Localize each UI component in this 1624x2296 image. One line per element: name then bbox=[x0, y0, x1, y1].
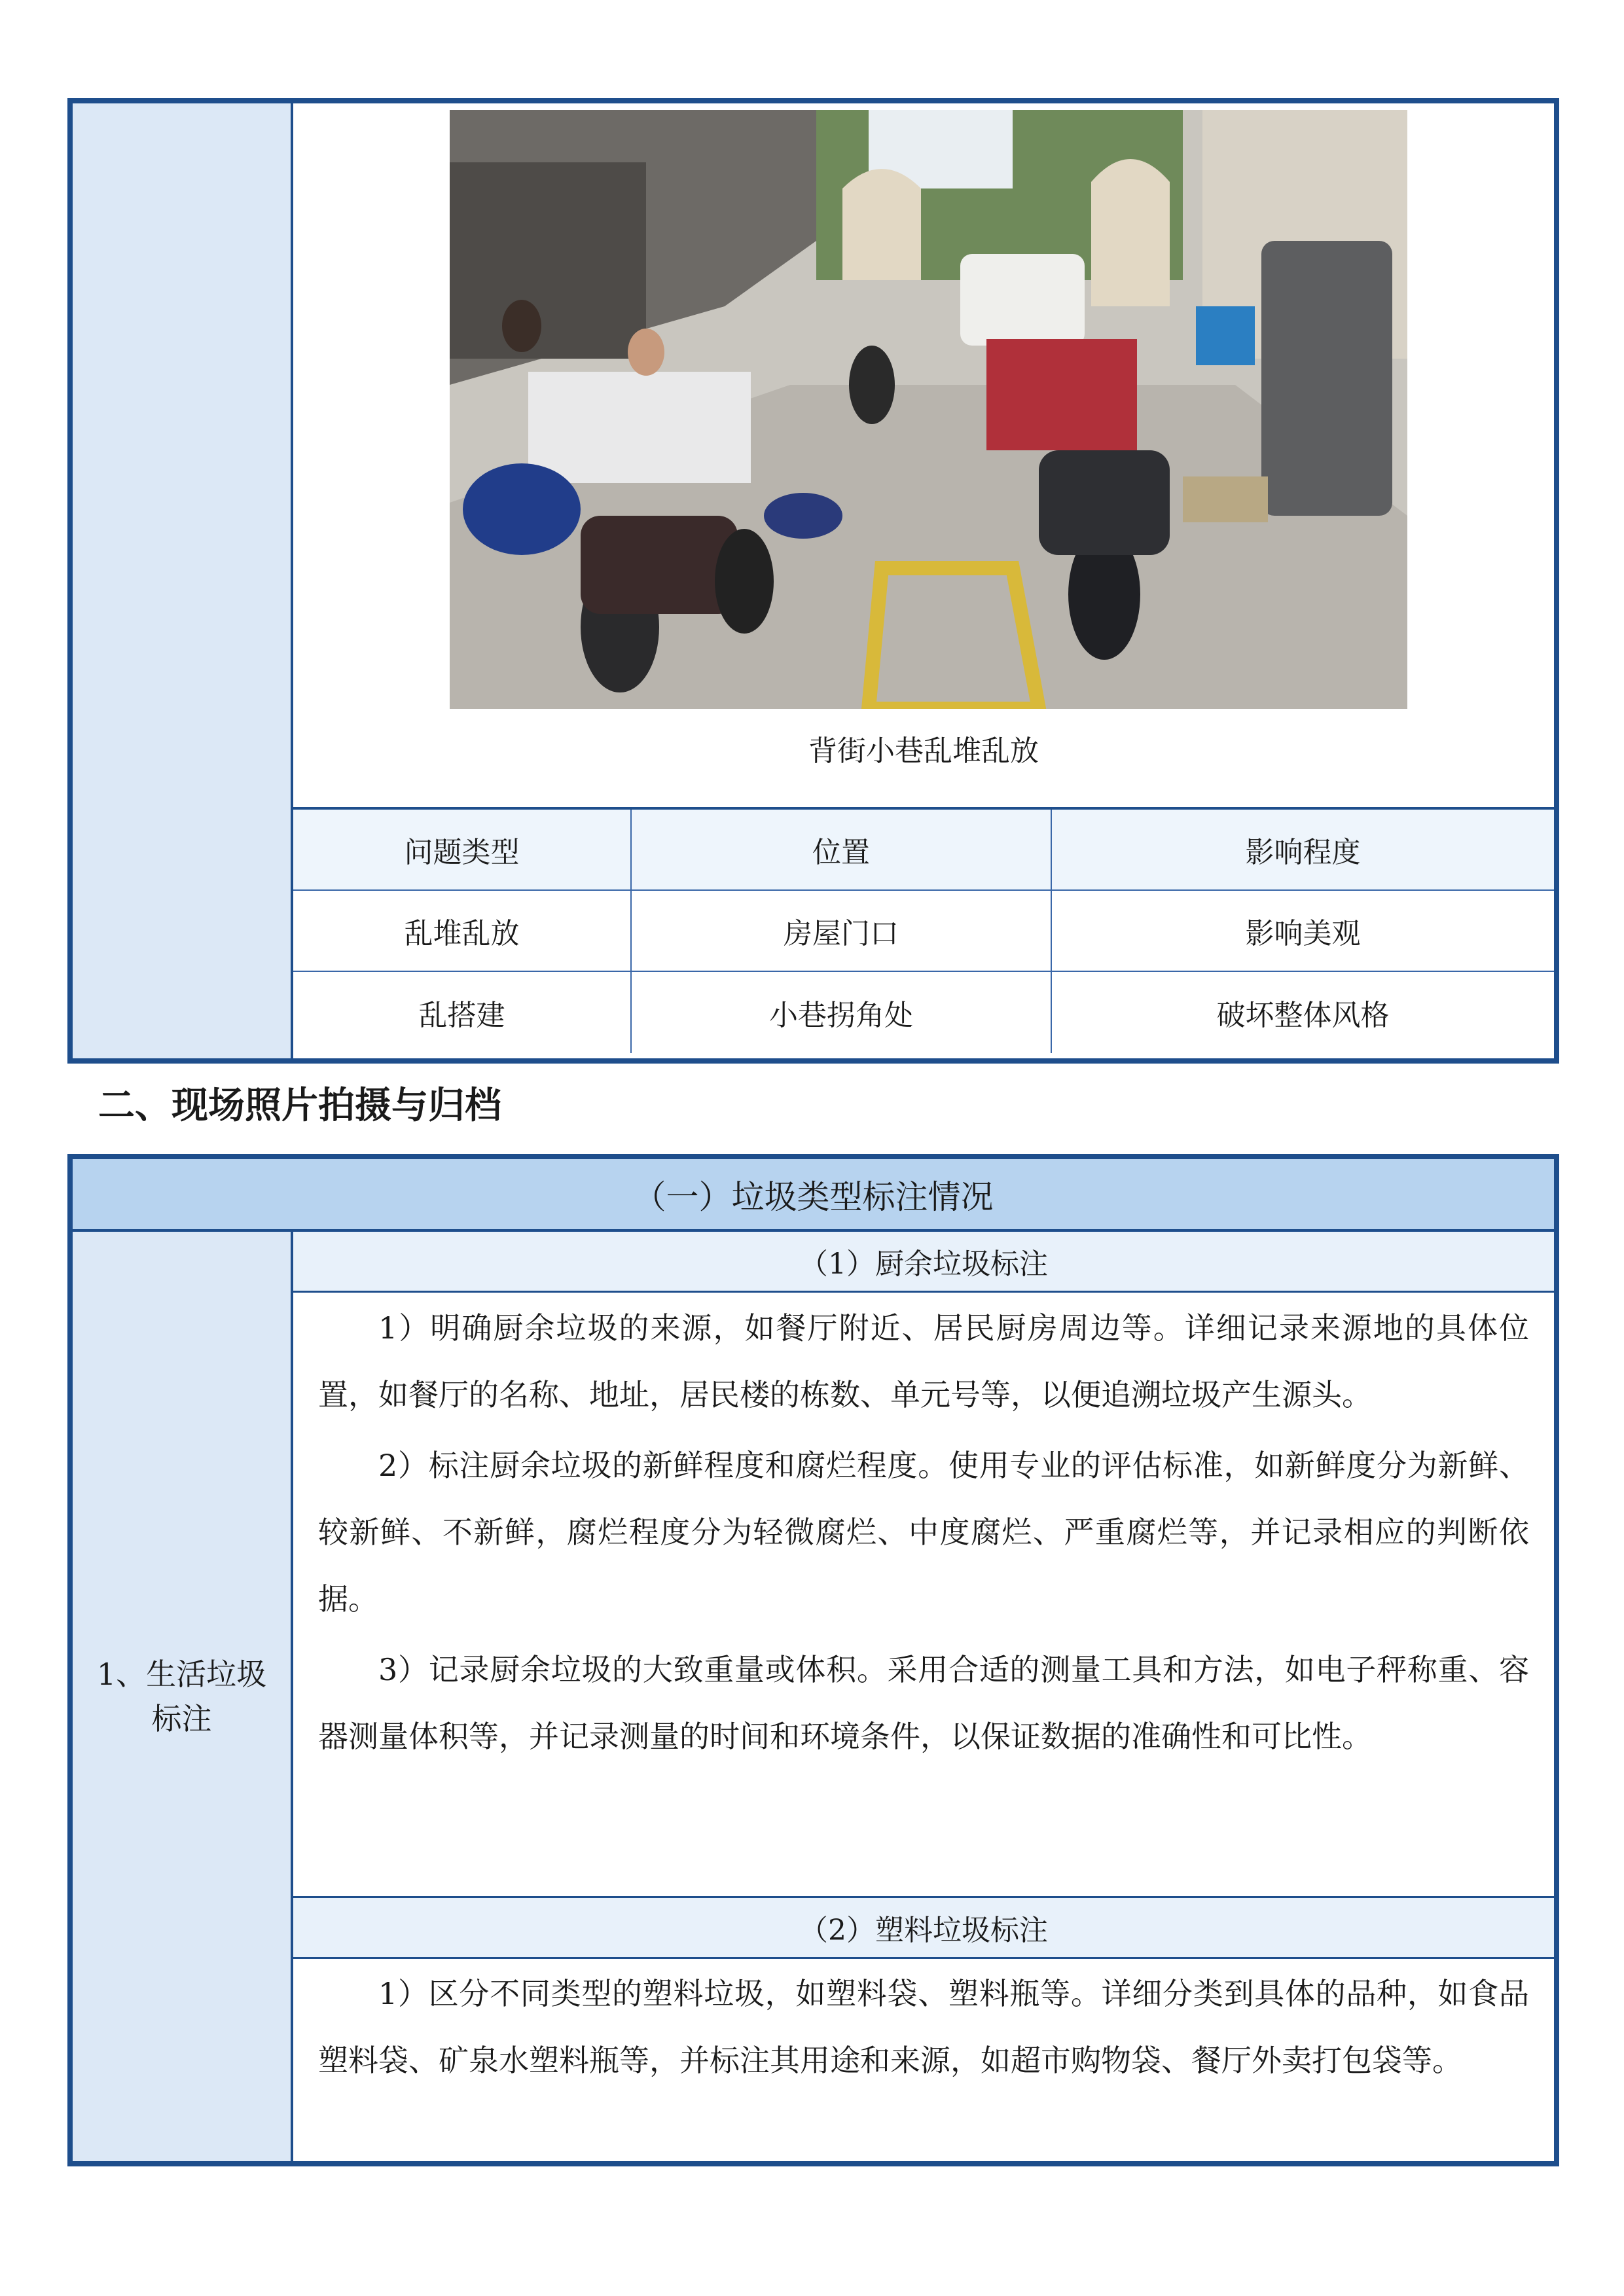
plastic-waste-paragraphs bbox=[318, 1960, 1529, 2098]
paragraph: 2）标注厨余垃圾的新鲜程度和腐烂程度。使用专业的评估标准，如新鲜度分为新鲜、较新鲜、不新鲜，腐烂程度分为轻微腐烂、中度腐烂、严重腐烂等，并记录相应的判断依据。 bbox=[318, 1448, 1529, 1617]
table-header-row bbox=[293, 810, 1554, 891]
table-cell: 乱堆乱放 bbox=[293, 891, 632, 971]
alley-photo-illustration bbox=[450, 110, 1407, 709]
paragraph: 1）明确厨余垃圾的来源，如餐厅附近、居民厨房周边等。详细记录来源地的具体位置，如餐厅的名称、地址，居民楼的栋数、单元号等，以便追溯垃圾产生源头。 bbox=[318, 1310, 1529, 1412]
table-cell: 小巷拐角处 bbox=[632, 972, 1052, 1053]
kitchen-waste-paragraphs bbox=[318, 1295, 1529, 1774]
header-cell-type: 问题类型 bbox=[293, 810, 632, 889]
alley-photo bbox=[450, 110, 1407, 709]
paragraph: 3）记录厨余垃圾的大致重量或体积。采用合适的测量工具和方法，如电子秤称重、容器测量体积等，并记录测量的时间和环境条件，以保证数据的准确性和可比性。 bbox=[318, 1652, 1529, 1754]
photo-caption: 背街小巷乱堆乱放 bbox=[808, 734, 1039, 768]
category-label: 1、生活垃圾标注 bbox=[73, 1232, 293, 2161]
table-cell: 房屋门口 bbox=[632, 891, 1052, 971]
table-cell: 乱搭建 bbox=[293, 972, 632, 1053]
issue-table bbox=[67, 98, 1559, 1064]
garbage-annotation-table bbox=[67, 1154, 1559, 2166]
table-cell: 破坏整体风格 bbox=[1216, 999, 1390, 1032]
table-cell: 影响美观 bbox=[1245, 917, 1361, 950]
table-title: （一）垃圾类型标注情况 bbox=[73, 1159, 1554, 1232]
annotation-content bbox=[293, 1232, 1554, 2161]
table-left-column bbox=[73, 103, 293, 1058]
paragraph: 1）区分不同类型的塑料垃圾，如塑料袋、塑料瓶等。详细分类到具体的品种，如食品塑料袋、矿泉水塑料瓶等，并标注其用途和来源，如超市购物袋、餐厅外卖打包袋等。 bbox=[318, 1976, 1529, 2078]
kitchen-waste-heading: （1）厨余垃圾标注 bbox=[293, 1232, 1554, 1293]
issue-grid bbox=[293, 807, 1554, 1058]
header-cell-impact: 影响程度 bbox=[1245, 836, 1361, 869]
plastic-waste-heading: （2）塑料垃圾标注 bbox=[293, 1896, 1554, 1959]
header-cell-location: 位置 bbox=[632, 810, 1052, 889]
table-row bbox=[293, 972, 1554, 1053]
section-heading: 二、现场照片拍摄与归档 bbox=[98, 1085, 501, 1127]
table-row bbox=[293, 891, 1554, 972]
